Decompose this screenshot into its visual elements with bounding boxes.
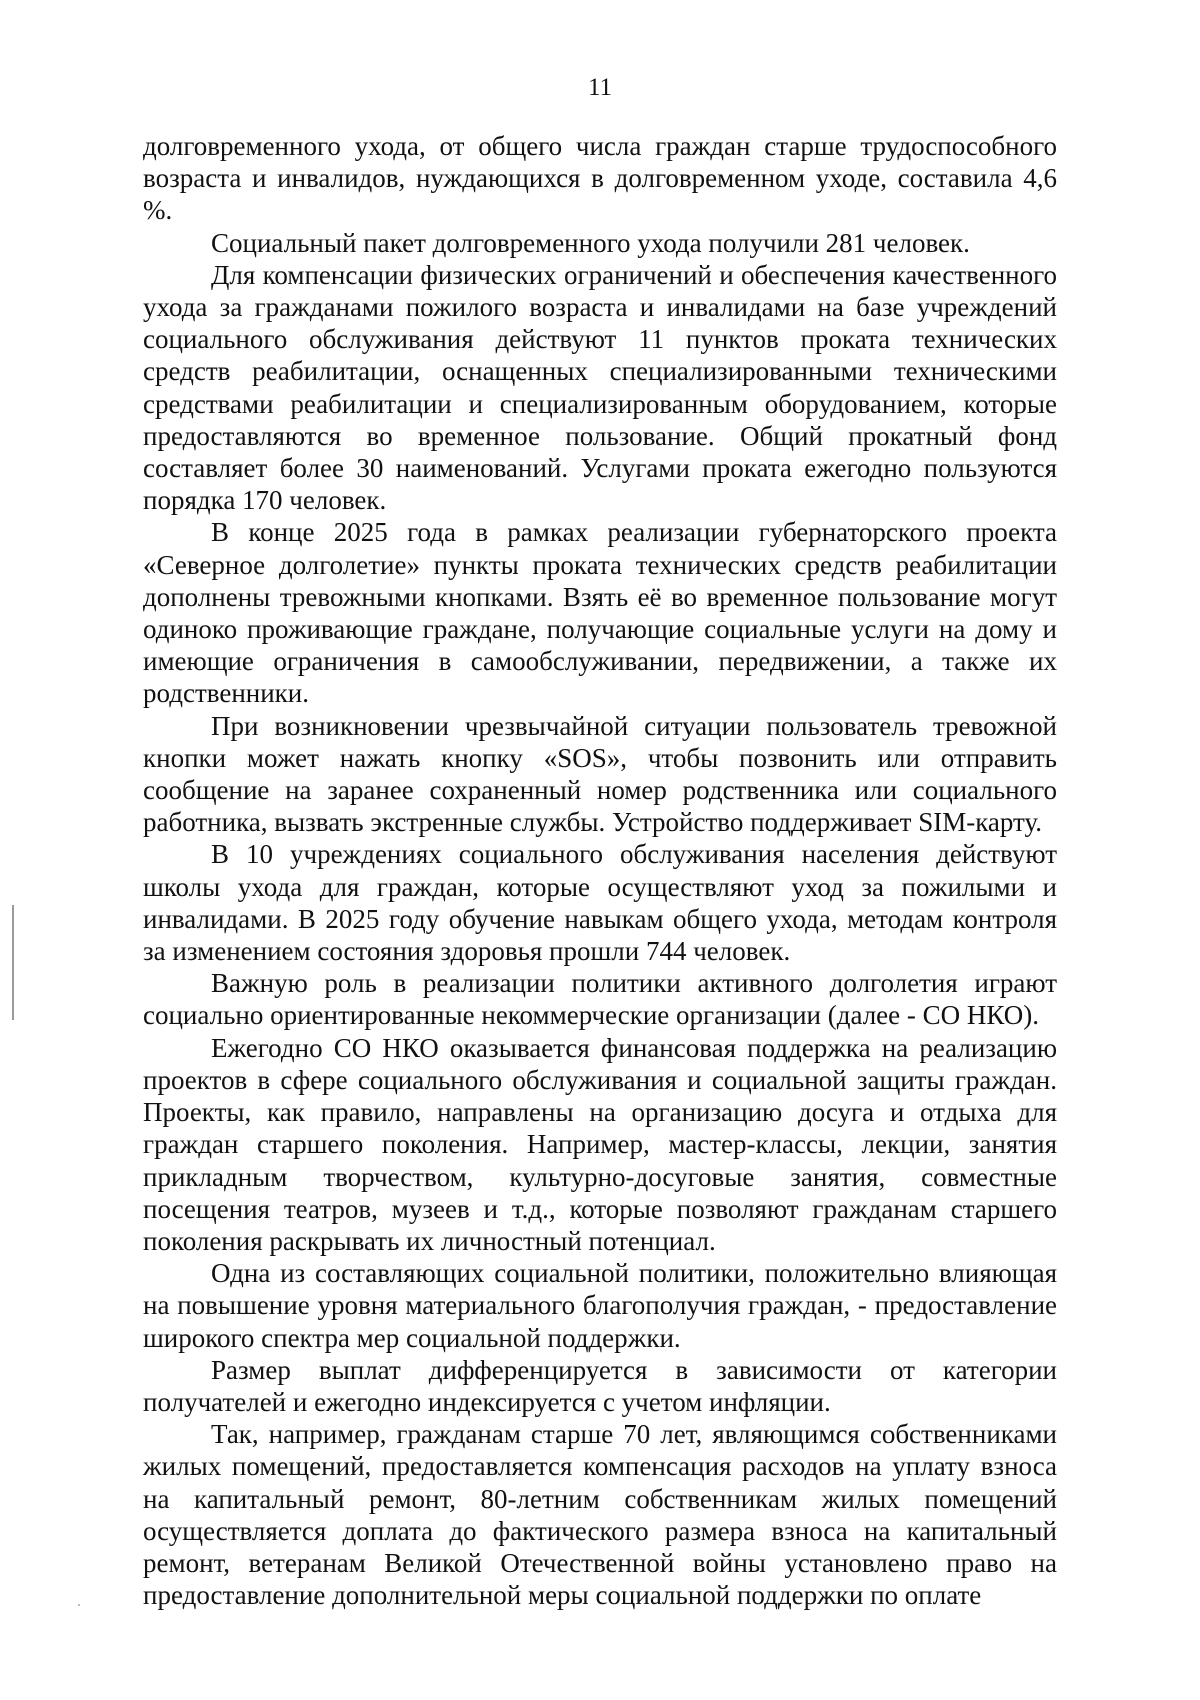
paragraph: Размер выплат дифференцируется в зависимости от категории получателей и ежегодно индексируется с учетом инфляции. [143, 1354, 1057, 1417]
scan-dust-mark [78, 1604, 80, 1606]
paragraph-continuation: долговременного ухода, от общего числа граждан старше трудоспособного возраста и инвалидов, нуждающихся в долговременном уходе, составила 4,6 %. [143, 131, 1057, 226]
paragraph: Так, например, гражданам старше 70 лет, являющимся собственниками жилых помещений, предоставляется компенсация расходов на уплату взноса на капитальный ремонт, 80-летним собственникам жилых помещений осуществляется доплата до фактического размера взноса на капитальный ремонт, ветеранам Великой Отечественной войны установлено право на предоставление дополнительной меры социальной поддержки по оплате [143, 1419, 1057, 1611]
paragraph: Одна из составляющих социальной политики, положительно влияющая на повышение уровня материального благополучия граждан, - предоставление широкого спектра мер социальной поддержки. [143, 1258, 1057, 1353]
paragraph: В конце 2025 года в рамках реализации губернаторского проекта «Северное долголетие» пункты проката технических средств реабилитации дополнены тревожными кнопками. Взять её во временное пользование могут одиноко проживающие граждане, получающие социальные услуги на дому и имеющие ограничения в самообслуживании, передвижении, а также их родственники. [143, 517, 1057, 709]
paragraph: Социальный пакет долговременного ухода получили 281 человек. [211, 227, 970, 258]
paragraph: Ежегодно СО НКО оказывается финансовая поддержка на реализацию проектов в сфере социального обслуживания и социальной защиты граждан. Проекты, как правило, направлены на организацию досуга и отдыха для граждан старшего поколения. Например, мастер-классы, лекции, занятия прикладным творчеством, культурно-досуговые занятия, совместные посещения театров, музеев и т.д., которые позволяют гражданам старшего поколения раскрывать их личностный потенциал. [143, 1032, 1057, 1256]
document-body [143, 130, 1057, 1611]
page-number: 11 [587, 74, 613, 101]
paragraph: Важную роль в реализации политики активного долголетия играют социально ориентированные некоммерческие организации (далее - СО НКО). [143, 968, 1057, 1031]
paragraph: Для компенсации физических ограничений и обеспечения качественного ухода за гражданами пожилого возраста и инвалидами на базе учреждений социального обслуживания действуют 11 пунктов проката технических средств реабилитации, оснащенных специализированными техническими средствами реабилитации и специализированным оборудованием, которые предоставляются во временное пользование. Общий прокатный фонд составляет более 30 наименований. Услугами проката ежегодно пользуются порядка 170 человек. [143, 259, 1057, 516]
paragraph: В 10 учреждениях социального обслуживания населения действуют школы ухода для граждан, которые осуществляют уход за пожилыми и инвалидами. В 2025 году обучение навыкам общего ухода, методам контроля за изменением состояния здоровья прошли 744 человек. [143, 839, 1057, 967]
paragraph: При возникновении чрезвычайной ситуации пользователь тревожной кнопки может нажать кнопку «SOS», чтобы позвонить или отправить сообщение на заранее сохраненный номер родственника или социального работника, вызвать экстренные службы. Устройство поддерживает SIM-карту. [143, 710, 1057, 838]
scan-margin-mark [12, 905, 14, 1020]
